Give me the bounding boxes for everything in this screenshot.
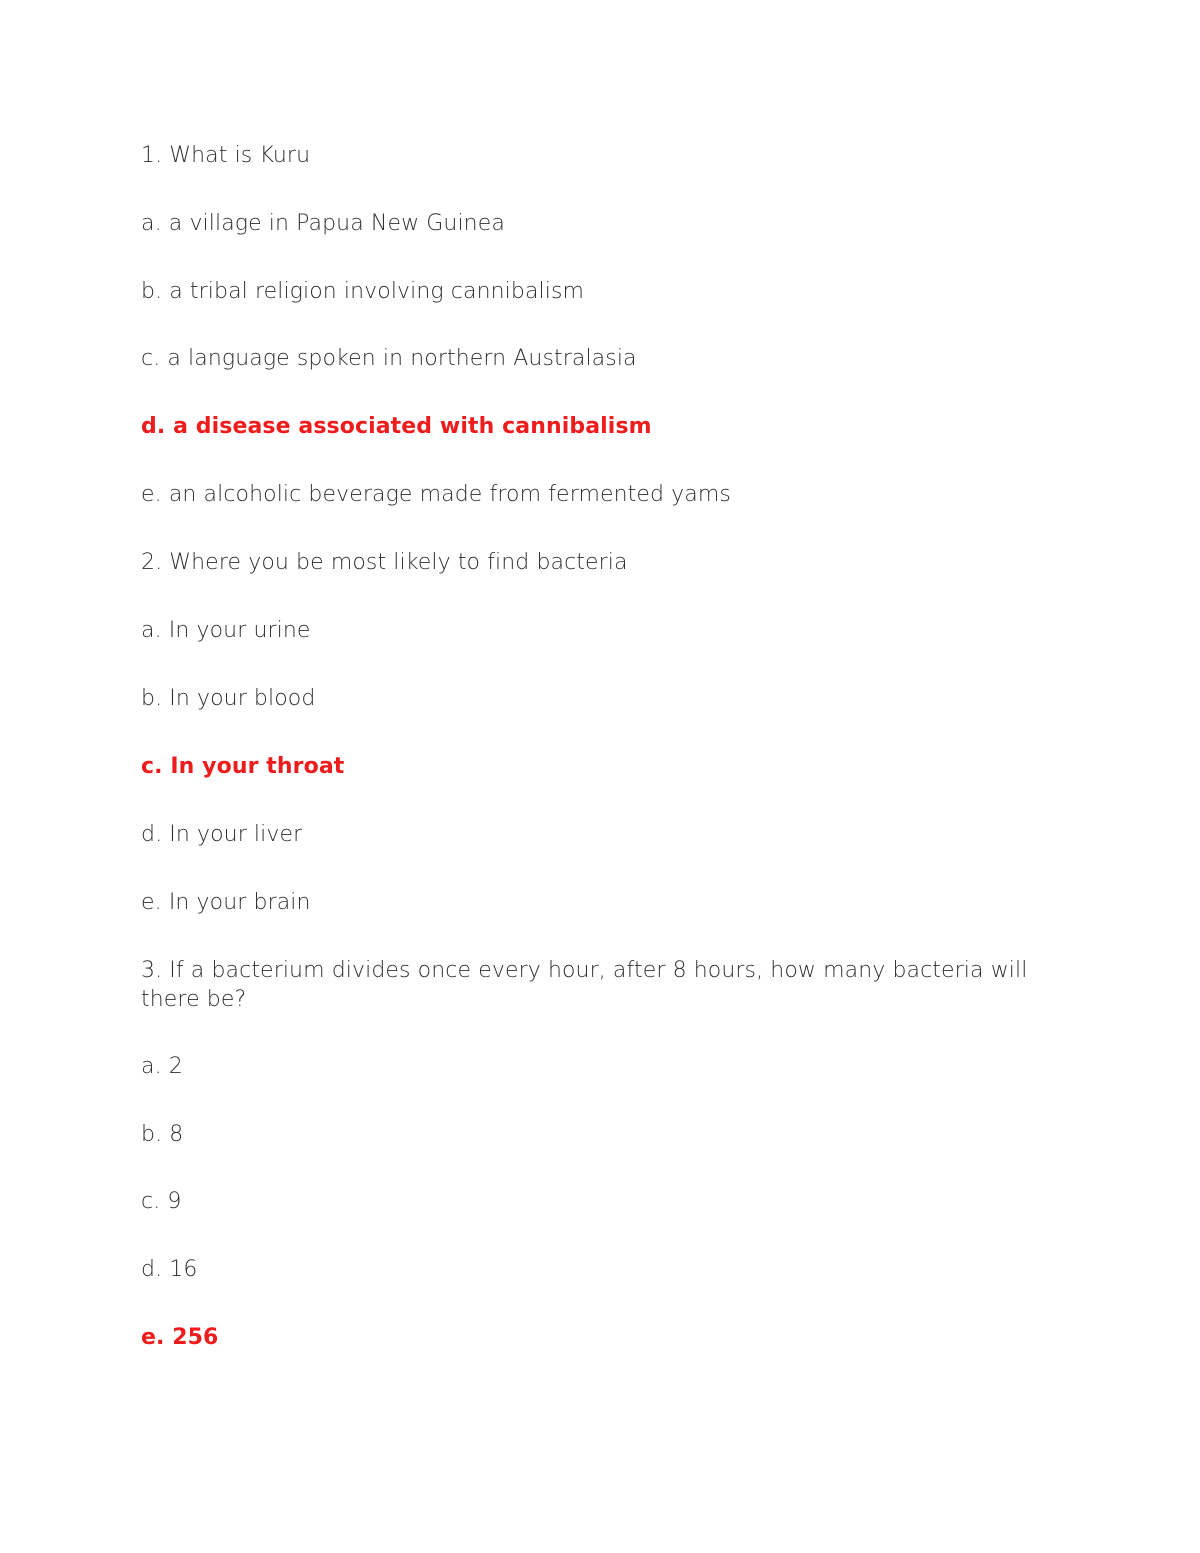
question-2-option-d: d. In your liver — [141, 822, 303, 847]
question-3-option-c: c. 9 — [141, 1189, 182, 1214]
question-1-option-e: e. an alcoholic beverage made from fermented yams — [141, 482, 731, 507]
question-1-option-c: c. a language spoken in northern Australasia — [141, 346, 637, 371]
question-3-option-a: a. 2 — [141, 1054, 183, 1079]
question-2-option-c-correct: c. In your throat — [141, 754, 345, 779]
question-3-option-e-correct: e. 256 — [141, 1325, 219, 1350]
question-2: 2. Where you be most likely to find bacteria — [141, 550, 628, 575]
question-3-option-d: d. 16 — [141, 1257, 198, 1282]
question-1-option-a: a. a village in Papua New Guinea — [141, 211, 505, 236]
question-1-option-b: b. a tribal religion involving cannibalism — [141, 279, 585, 304]
question-1: 1. What is Kuru — [141, 143, 311, 168]
question-2-option-a: a. In your urine — [141, 618, 311, 643]
question-2-option-e: e. In your brain — [141, 890, 311, 915]
question-1-option-d-correct: d. a disease associated with cannibalism — [141, 414, 652, 439]
question-3: 3. If a bacterium divides once every hour, after 8 hours, how many bacteria will there be? — [141, 958, 1028, 1012]
question-2-option-b: b. In your blood — [141, 686, 316, 711]
question-3-option-b: b. 8 — [141, 1122, 184, 1147]
